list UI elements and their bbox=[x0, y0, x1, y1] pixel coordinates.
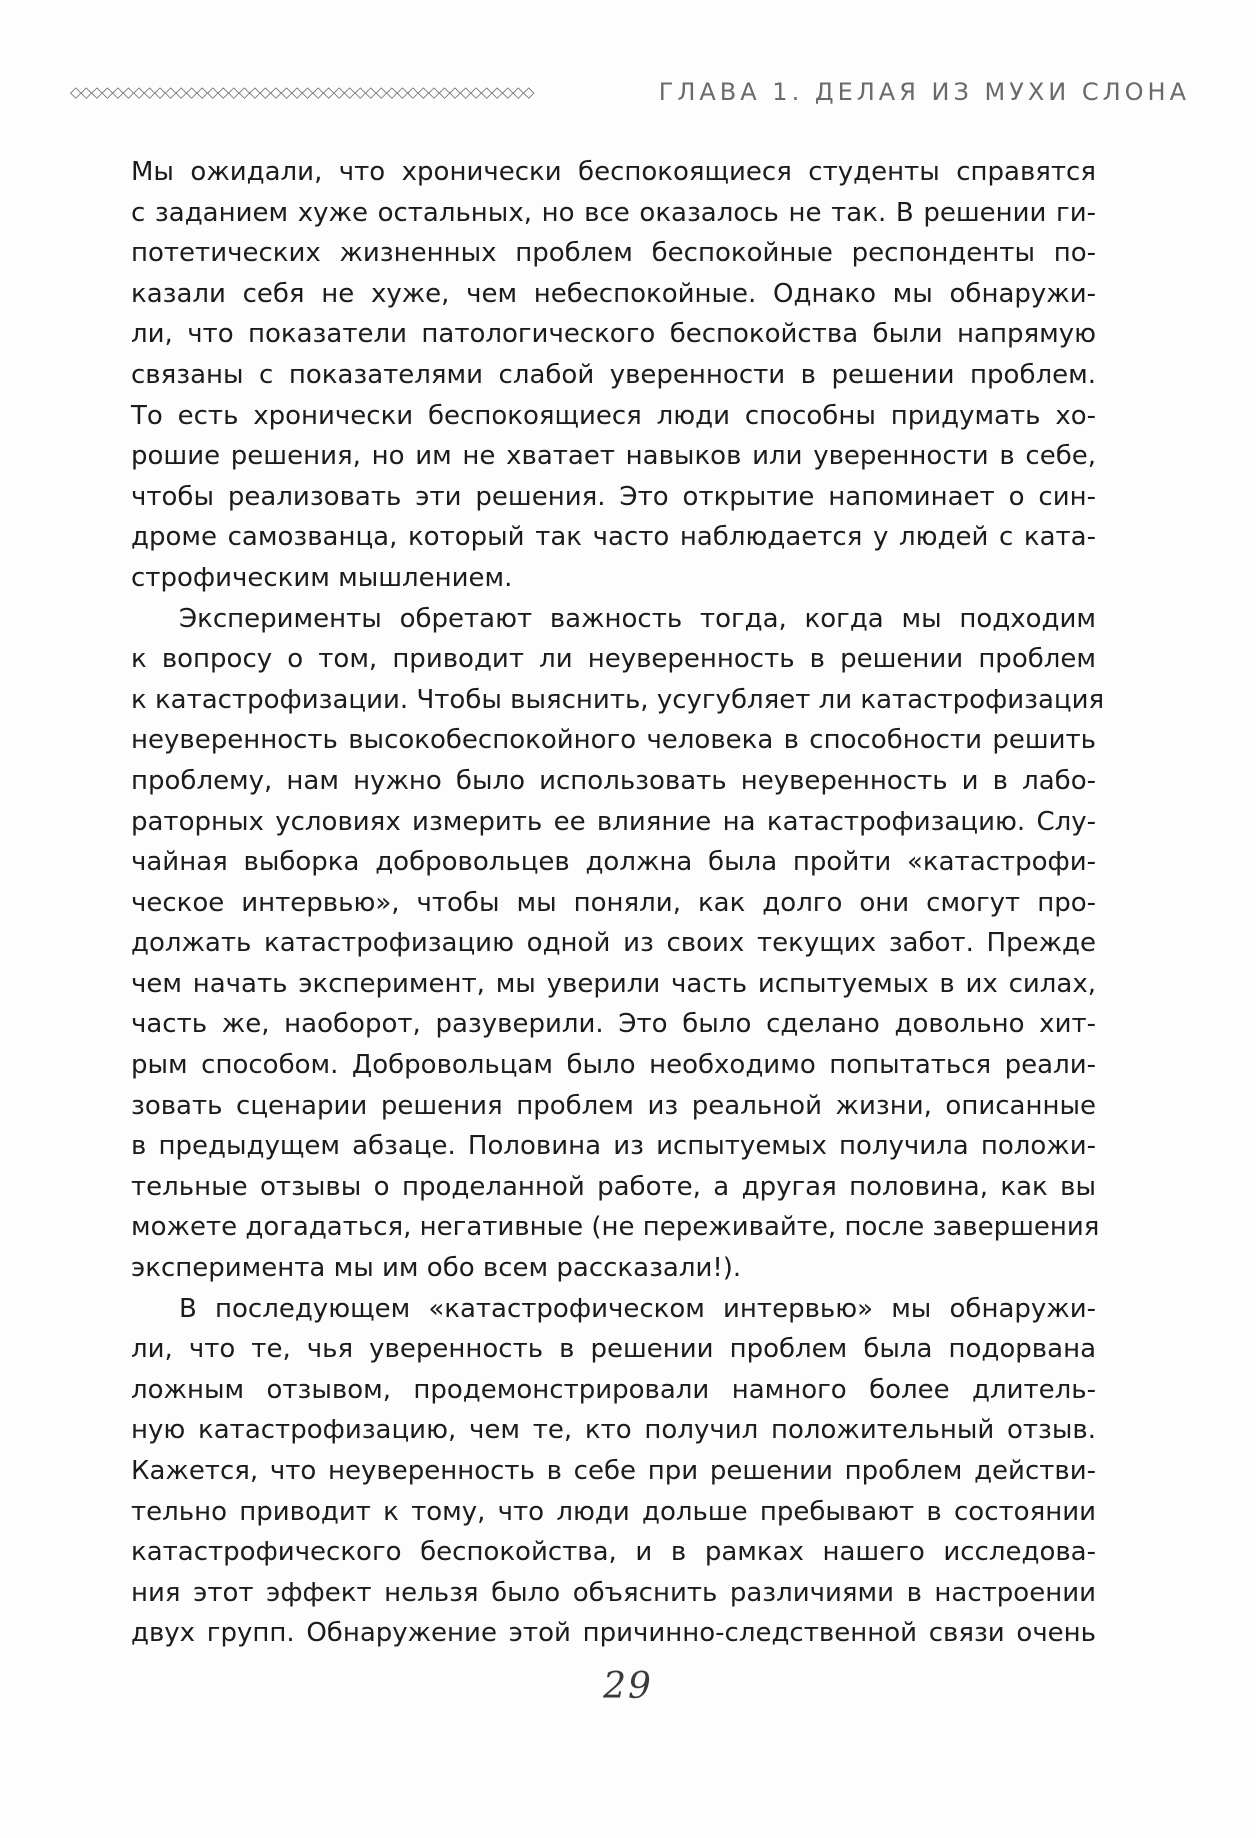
text-line: двух групп. Обнаружение этой причинно-следственной связи очень bbox=[131, 1618, 1096, 1649]
text-line: ложным отзывом, продемонстрировали намного более длитель- bbox=[131, 1374, 1096, 1405]
chapter-title: ГЛАВА 1. ДЕЛАЯ ИЗ МУХИ СЛОНА bbox=[658, 78, 1190, 106]
text-line: рым способом. Добровольцам было необходимо попытаться реали- bbox=[131, 1050, 1096, 1081]
paragraph-1 bbox=[131, 152, 1096, 599]
text-line: строфическим мышлением. bbox=[131, 562, 513, 593]
text-line: дроме самозванца, который так часто наблюдается у людей с ката- bbox=[131, 522, 1096, 553]
text-line: к катастрофизации. Чтобы выяснить, усугубляет ли катастрофизация bbox=[131, 684, 1105, 715]
text-line: связаны с показателями слабой уверенности в решении проблем. bbox=[131, 359, 1096, 390]
text-line: То есть хронически беспокоящиеся люди способны придумать хо- bbox=[131, 400, 1096, 431]
paragraph-2 bbox=[131, 599, 1105, 1289]
text-line: тельно приводит к тому, что люди дольше пребывают в состоянии bbox=[131, 1496, 1096, 1527]
text-line: рошие решения, но им не хватает навыков или уверенности в себе, bbox=[131, 441, 1096, 472]
text-line: тельные отзывы о проделанной работе, а другая половина, как вы bbox=[131, 1171, 1096, 1202]
text-line: с заданием хуже остальных, но все оказалось не так. В решении ги- bbox=[131, 197, 1096, 228]
body-text bbox=[131, 152, 1105, 1654]
text-line: можете догадаться, негативные (не переживайте, после завершения bbox=[131, 1212, 1100, 1243]
text-line: Мы ожидали, что хронически беспокоящиеся студенты справятся bbox=[131, 157, 1096, 187]
text-line: ли, что те, чья уверенность в решении проблем была подорвана bbox=[131, 1334, 1096, 1365]
text-line: часть же, наоборот, разуверили. Это было сделано довольно хит- bbox=[131, 1009, 1096, 1040]
text-line: чайная выборка добровольцев должна была пройти «катастрофи- bbox=[131, 847, 1096, 878]
page-number: 29 bbox=[603, 1666, 653, 1707]
text-line: должать катастрофизацию одной из своих текущих забот. Прежде bbox=[131, 928, 1096, 959]
text-line: ли, что показатели патологического беспокойства были напрямую bbox=[131, 319, 1096, 350]
text-line: неуверенность высокобеспокойного человека в способности решить bbox=[131, 725, 1096, 756]
text-line: в предыдущем абзаце. Половина из испытуемых получила положи- bbox=[131, 1131, 1096, 1162]
text-line: катастрофического беспокойства, и в рамках нашего исследова- bbox=[131, 1537, 1096, 1568]
paragraph-3 bbox=[131, 1289, 1096, 1654]
text-line: эксперимента мы им обо всем рассказали!). bbox=[131, 1253, 742, 1284]
running-header bbox=[70, 72, 1190, 112]
text-line: казали себя не хуже, чем небеспокойные. Однако мы обнаружи- bbox=[131, 278, 1096, 309]
text-line: к вопросу о том, приводит ли неуверенность в решении проблем bbox=[131, 644, 1096, 675]
text-line: раторных условиях измерить ее влияние на катастрофизацию. Слу- bbox=[131, 806, 1096, 837]
text-line: В последующем «катастрофическом интервью» мы обнаружи- bbox=[179, 1293, 1096, 1324]
text-line: зовать сценарии решения проблем из реальной жизни, описанные bbox=[131, 1090, 1096, 1121]
text-line: потетических жизненных проблем беспокойные респонденты по- bbox=[131, 238, 1096, 269]
text-line: Эксперименты обретают важность тогда, когда мы подходим bbox=[179, 603, 1096, 634]
text-line: ния этот эффект нельзя было объяснить различиями в настроении bbox=[131, 1577, 1096, 1608]
text-line: Кажется, что неуверенность в себе при решении проблем действи- bbox=[131, 1456, 1096, 1486]
text-line: чтобы реализовать эти решения. Это открытие напоминает о син- bbox=[131, 481, 1096, 512]
text-line: проблему, нам нужно было использовать неуверенность и в лабо- bbox=[131, 765, 1096, 796]
header-ornament: ◇◇◇◇◇◇◇◇◇◇◇◇◇◇◇◇◇◇◇◇◇◇◇◇◇◇◇◇◇◇◇◇◇◇◇◇◇◇◇◇◇◇◇◇ bbox=[70, 83, 534, 101]
text-line: ную катастрофизацию, чем те, кто получил положительный отзыв. bbox=[131, 1415, 1096, 1446]
text-line: чем начать эксперимент, мы уверили часть испытуемых в их силах, bbox=[131, 968, 1096, 999]
text-line: ческое интервью», чтобы мы поняли, как долго они смогут про- bbox=[131, 887, 1096, 918]
